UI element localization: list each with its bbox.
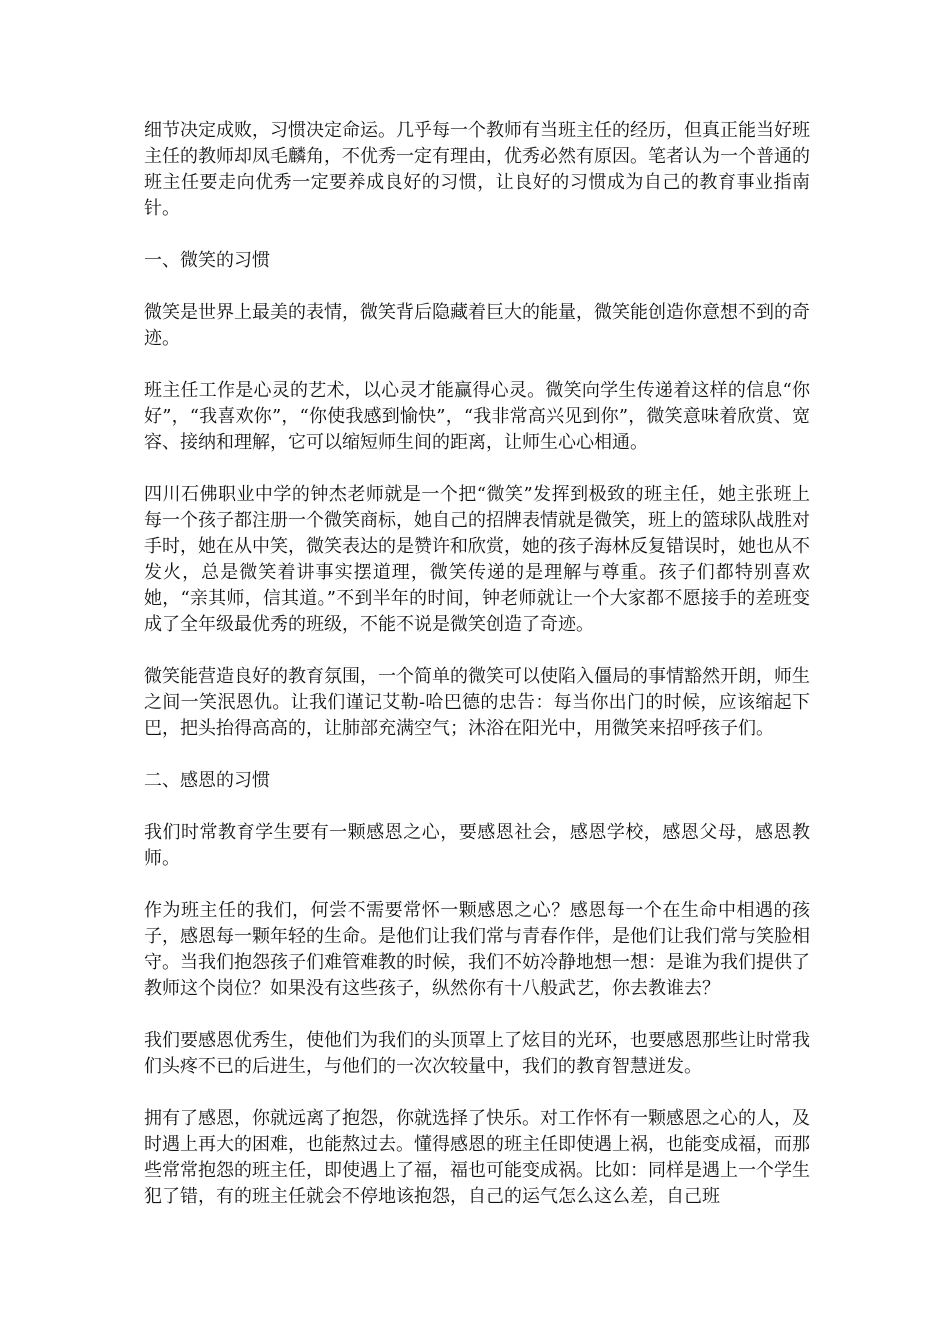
paragraph-gratitude-2: 作为班主任的我们，何尝不需要常怀一颗感恩之心？感恩每一个在生命中相遇的孩子，感恩每一颗年轻的生命。是他们让我们常与青春作伴，是他们让我们常与笑脸相守。当我们抱怨孩子们难管难教的时候，我们不妨冷静地想一想：是谁为我们提供了教师这个岗位？如果没有这些孩子，纵然你有十八般武艺，你去教谁去？ — [144, 900, 810, 999]
paragraph-smile-3: 四川石佛职业中学的钟杰老师就是一个把“微笑”发挥到极致的班主任，她主张班上每一个孩子都注册一个微笑商标，她自己的招牌表情就是微笑，班上的篮球队战胜对手时，她在从中笑，微笑表达的是赞许和欣赏，她的孩子海林反复错误时，她也从不发火，总是微笑着讲事实摆道理，微笑传递的是理解与尊重。孩子们都特别喜欢她，“亲其师，信其道。”不到半年的时间，钟老师就让一个大家都不愿接手的差班变成了全年级最优秀的班级，不能不说是微笑创造了奇迹。 — [144, 484, 810, 635]
paragraph-gratitude-4: 拥有了感恩，你就远离了抱怨，你就选择了快乐。对工作怀有一颗感恩之心的人，及时遇上再大的困难，也能熬过去。懂得感恩的班主任即使遇上祸，也能变成福，而那些常常抱怨的班主任，即使遇上了福，福也可能变成祸。比如：同样是遇上一个学生犯了错，有的班主任就会不停地该抱怨，自己的运气怎么这么差，自己班 — [144, 1108, 810, 1207]
section-heading-gratitude: 二、感恩的习惯 — [144, 770, 270, 791]
paragraph-smile-4: 微笑能营造良好的教育氛围，一个简单的微笑可以使陷入僵局的事情豁然开朗，师生之间一笑泯恩仇。让我们谨记艾勒-哈巴德的忠告：每当你出门的时候，应该缩起下巴，把头抬得高高的，让肺部充满空气；沐浴在阳光中，用微笑来招呼孩子们。 — [144, 666, 810, 739]
paragraph-gratitude-1: 我们时常教育学生要有一颗感恩之心，要感恩社会，感恩学校，感恩父母，感恩教师。 — [144, 822, 810, 869]
document-page — [144, 118, 810, 1210]
paragraph-gratitude-3: 我们要感恩优秀生，使他们为我们的头顶罩上了炫目的光环，也要感恩那些让时常我们头疼不已的后进生，与他们的一次次较量中，我们的教育智慧迸发。 — [144, 1030, 810, 1077]
section-heading-smile: 一、微笑的习惯 — [144, 250, 270, 271]
paragraph-smile-1: 微笑是世界上最美的表情，微笑背后隐藏着巨大的能量，微笑能创造你意想不到的奇迹。 — [144, 302, 810, 349]
intro-paragraph: 细节决定成败，习惯决定命运。几乎每一个教师有当班主任的经历，但真正能当好班主任的教师却凤毛麟角，不优秀一定有理由，优秀必然有原因。笔者认为一个普通的班主任要走向优秀一定要养成良好的习惯，让良好的习惯成为自己的教育事业指南针。 — [144, 120, 810, 219]
paragraph-smile-2: 班主任工作是心灵的艺术，以心灵才能赢得心灵。微笑向学生传递着这样的信息“你好”，“我喜欢你”，“你使我感到愉快”，“我非常高兴见到你”，微笑意味着欣赏、宽容、接纳和理解，它可以缩短师生间的距离，让师生心心相通。 — [144, 380, 810, 453]
